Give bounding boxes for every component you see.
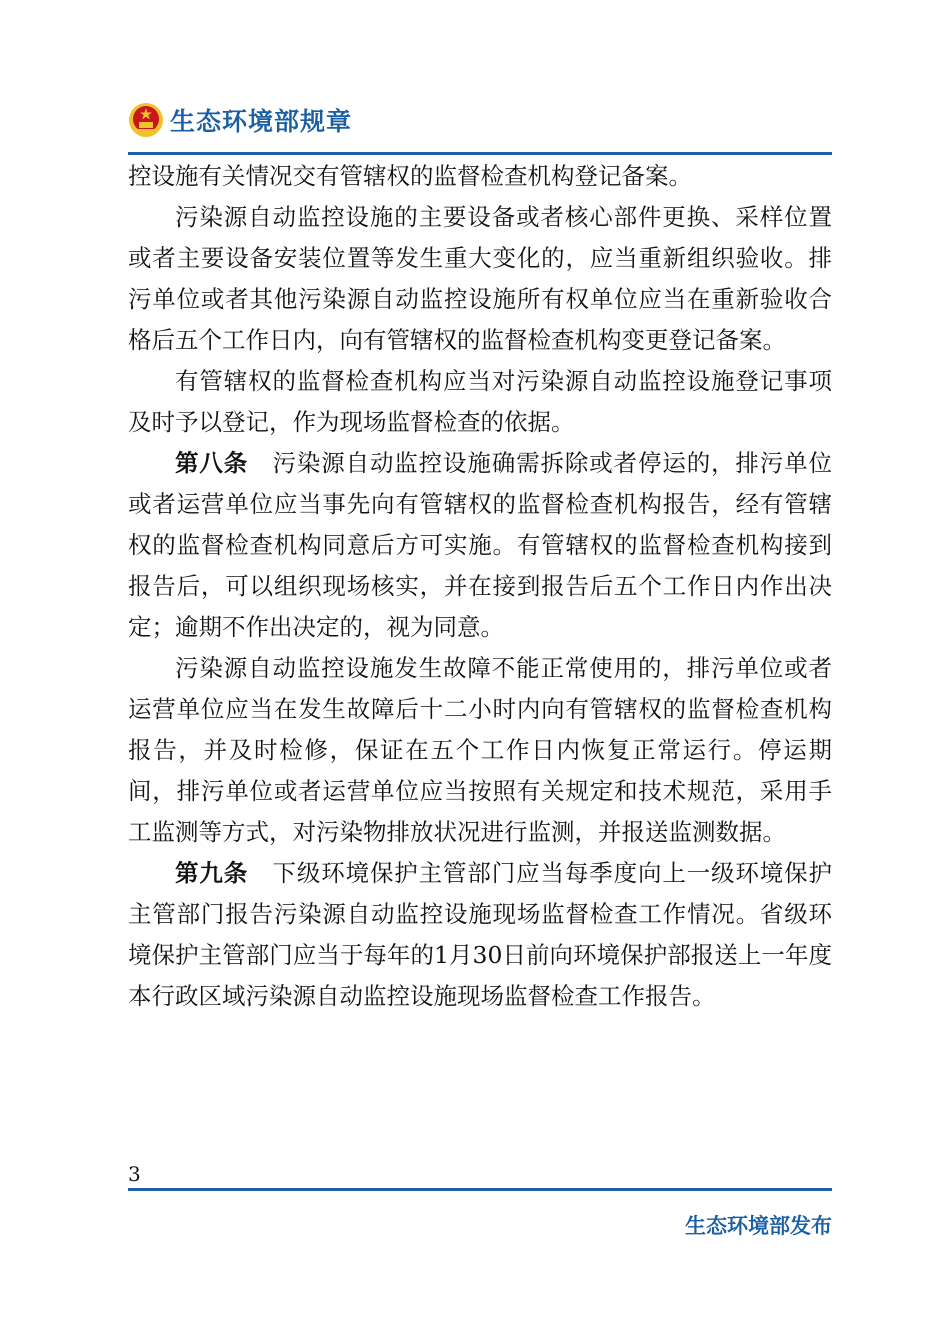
header-title: 生态环境部规章 xyxy=(170,107,353,136)
paragraph: 污染源自动监控设施的主要设备或者核心部件更换、采样位置或者主要设备安装位置等发生重大变化的，应当重新组织验收。排污单位或者其他污染源自动监控设施所有权单位应当在重新验收合格后五个工作日内，向有管辖权的监督检查机构变更登记备案。 xyxy=(128,203,832,354)
page-header xyxy=(128,98,352,142)
article-8-title: 第八条 xyxy=(175,449,249,477)
document-body xyxy=(128,156,832,1017)
paragraph: 有管辖权的监督检查机构应当对污染源自动监控设施登记事项及时予以登记，作为现场监督检查的依据。 xyxy=(128,367,832,436)
page-number: 3 xyxy=(128,1162,141,1186)
article-9-title: 第九条 xyxy=(175,859,249,887)
article-8 xyxy=(128,443,832,648)
paragraph-continuation: 控设施有关情况交有管辖权的监督检查机构登记备案。 xyxy=(128,162,692,190)
article-9 xyxy=(128,853,832,1017)
article-8-text: 污染源自动监控设施确需拆除或者停运的，排污单位或者运营单位应当事先向有管辖权的监督检查机构报告，经有管辖权的监督检查机构同意后方可实施。有管辖权的监督检查机构接到报告后，可以组织现场核实，并在接到报告后五个工作日内作出决定；逾期不作出决定的，视为同意。 xyxy=(128,449,833,641)
paragraph: 污染源自动监控设施发生故障不能正常使用的，排污单位或者运营单位应当在发生故障后十二小时内向有管辖权的监督检查机构报告，并及时检修，保证在五个工作日内恢复正常运行。停运期间，排污单位或者运营单位应当按照有关规定和技术规范，采用手工监测等方式，对污染物排放状况进行监测，并报送监测数据。 xyxy=(128,654,832,846)
national-emblem-icon xyxy=(128,102,164,138)
footer-divider xyxy=(128,1188,832,1191)
article-9-text: 下级环境保护主管部门应当每季度向上一级环境保护主管部门报告污染源自动监控设施现场监督检查工作情况。省级环境保护主管部门应当于每年的1月30日前向环境保护部报送上一年度本行政区域污染源自动监控设施现场监督检查工作报告。 xyxy=(128,859,833,1010)
footer-publisher: 生态环境部发布 xyxy=(685,1214,832,1238)
header-divider xyxy=(128,152,832,155)
